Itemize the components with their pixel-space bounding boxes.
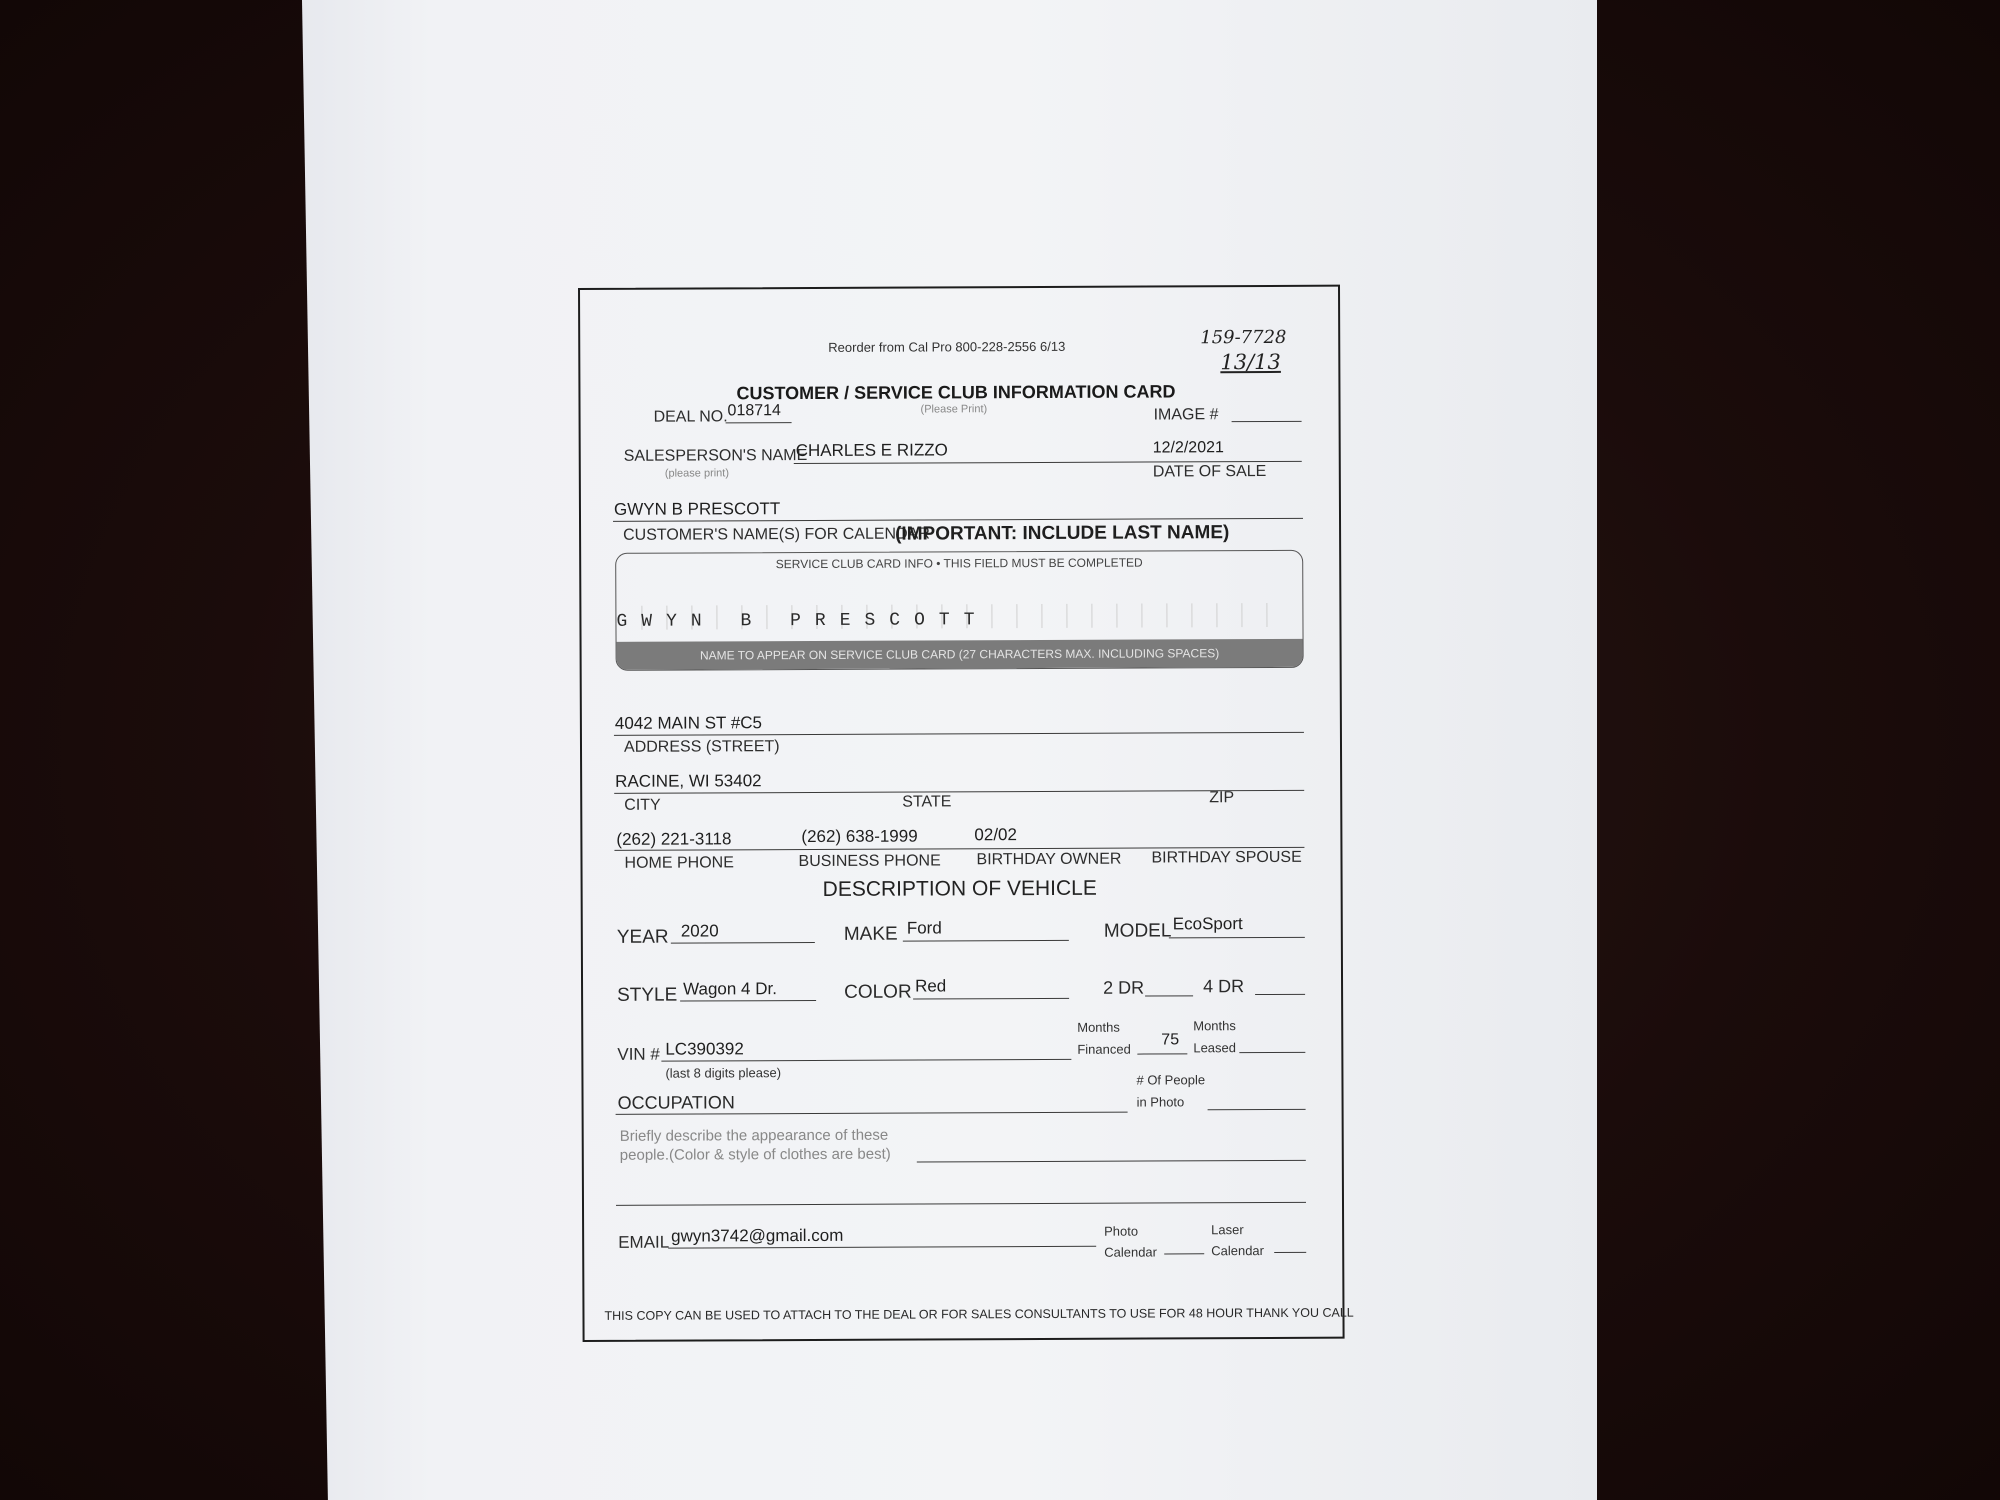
service-club-box	[615, 550, 1304, 671]
people-in-photo-label: # Of People	[1136, 1072, 1206, 1088]
address-label: ADDRESS (STREET)	[623, 738, 780, 756]
birthday-owner-value: 02/02	[974, 825, 1017, 845]
style-label: STYLE	[617, 984, 678, 1006]
months-financed-value: 75	[1161, 1031, 1180, 1049]
make-value: Ford	[906, 918, 942, 938]
vin-label: VIN #	[617, 1044, 660, 1064]
year-value: 2020	[680, 921, 719, 941]
customer-info-card	[578, 285, 1354, 1342]
color-label: COLOR	[844, 981, 912, 1003]
state-label: STATE	[902, 793, 952, 811]
please-print-hint: (Please Print)	[920, 403, 988, 416]
birthday-owner-label: BIRTHDAY OWNER	[976, 850, 1122, 869]
describe-line-2: people.(Color & style of clothes are best)	[619, 1145, 891, 1164]
date-of-sale-label: DATE OF SALE	[1152, 462, 1267, 481]
four-door-label: 4 DR	[1203, 976, 1245, 997]
city-label: CITY	[624, 796, 661, 814]
describe-line-1: Briefly describe the appearance of these	[619, 1126, 889, 1145]
months-leased-top-label: Months	[1193, 1018, 1236, 1034]
email-label: EMAIL	[618, 1232, 670, 1252]
photo-calendar-top-label: Photo	[1104, 1223, 1139, 1239]
reorder-text: Reorder from Cal Pro 800-228-2556 6/13	[828, 338, 1066, 355]
salesperson-hint: (please print)	[664, 467, 730, 480]
customer-important-note: (IMPORTANT: INCLUDE LAST NAME)	[895, 522, 1230, 545]
months-leased-label: Leased	[1193, 1040, 1237, 1056]
zip-label: ZIP	[1209, 789, 1235, 807]
vin-hint: (last 8 digits please)	[665, 1065, 782, 1081]
laser-calendar-label: Calendar	[1211, 1243, 1265, 1259]
business-phone-value: (262) 638-1999	[801, 826, 918, 847]
customer-name-label: CUSTOMER'S NAME(S) FOR CALENDAR	[623, 525, 930, 544]
photo-calendar-label: Calendar	[1104, 1244, 1158, 1260]
model-value: EcoSport	[1172, 914, 1243, 934]
business-phone-label: BUSINESS PHONE	[798, 852, 941, 871]
color-value: Red	[915, 976, 947, 996]
home-phone-value: (262) 221-3118	[616, 829, 732, 849]
year-label: YEAR	[616, 926, 669, 948]
two-door-label: 2 DR	[1103, 977, 1145, 998]
image-no-label: IMAGE #	[1153, 406, 1219, 424]
handwritten-number: 159-7728	[1200, 326, 1287, 349]
date-of-sale-value: 12/2/2021	[1152, 439, 1224, 457]
months-financed-label: Financed	[1077, 1041, 1131, 1057]
make-label: MAKE	[843, 923, 898, 945]
handwritten-fraction: 13/13	[1220, 349, 1281, 375]
home-phone-label: HOME PHONE	[624, 854, 734, 872]
vin-value: LC390392	[665, 1039, 744, 1059]
salesperson-label: SALESPERSON'S NAME	[623, 447, 808, 465]
deal-no-value: 018714	[727, 402, 781, 420]
model-label: MODEL	[1103, 920, 1172, 942]
style-value: Wagon 4 Dr.	[683, 979, 777, 999]
city-state-zip-value: RACINE, WI 53402	[615, 771, 762, 791]
deal-no-label: DEAL NO.	[653, 408, 728, 426]
address-value: 4042 MAIN ST #C5	[614, 713, 763, 733]
vehicle-heading: DESCRIPTION OF VEHICLE	[822, 876, 1097, 901]
laser-calendar-top-label: Laser	[1211, 1222, 1244, 1238]
service-club-band: NAME TO APPEAR ON SERVICE CLUB CARD (27 CHARACTERS MAX. INCLUDING SPACES)	[617, 639, 1303, 670]
salesperson-value: CHARLES E RIZZO	[795, 440, 948, 461]
service-club-header: SERVICE CLUB CARD INFO • THIS FIELD MUST BE COMPLETED	[775, 555, 1143, 572]
service-club-name-value: GWYN B PRESCOTT	[616, 610, 989, 632]
occupation-label: OCCUPATION	[617, 1092, 735, 1113]
in-photo-label: in Photo	[1136, 1094, 1185, 1110]
email-value: gwyn3742@gmail.com	[671, 1225, 844, 1246]
customer-name-value: GWYN B PRESCOTT	[613, 499, 781, 519]
footer-note: THIS COPY CAN BE USED TO ATTACH TO THE DEAL OR FOR SALES CONSULTANTS TO USE FOR 48 HOUR THANK YOU CALL	[604, 1305, 1354, 1323]
birthday-spouse-label: BIRTHDAY SPOUSE	[1151, 848, 1302, 867]
form-title: CUSTOMER / SERVICE CLUB INFORMATION CARD	[736, 381, 1176, 404]
months-financed-top-label: Months	[1077, 1019, 1120, 1035]
